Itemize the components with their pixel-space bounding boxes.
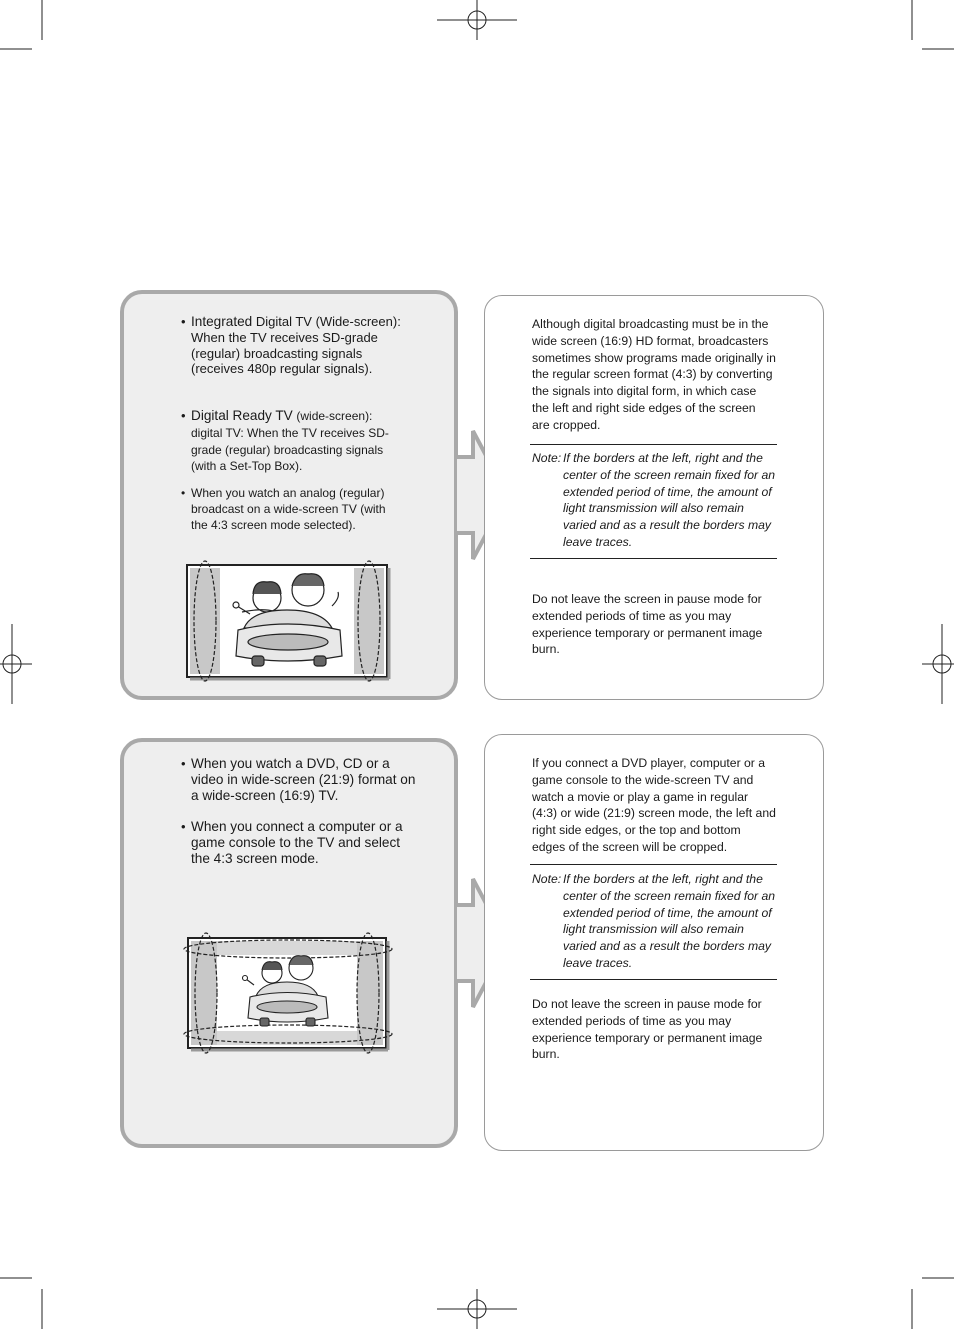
note-text: If the borders at the left, right and the center of the screen remain fixed for an extended period of time, the amount of light transmission will also remain varied and as a result the borders may leave traces. — [563, 872, 776, 970]
divider — [530, 444, 777, 445]
panel1-bullet-1: • Integrated Digital TV (Wide-screen): When the TV receives SD-grade (regular) broadcasting signals (receives 480p regular signals). — [181, 314, 401, 377]
divider — [530, 864, 777, 865]
bullet-text: When you watch an analog (regular) broadcast on a wide-screen TV (with the 4:3 screen mode selected). — [191, 486, 386, 532]
bullet-text: Digital TV (Wide-screen): When the TV receives SD-grade (regular) broadcasting signals (receives 480p regular signals). — [191, 314, 401, 377]
registration-mark-icon — [437, 0, 517, 40]
divider — [530, 979, 777, 980]
bullet-lead: Digital Ready TV — [191, 408, 293, 423]
panel2-note — [532, 871, 777, 972]
panel2-warning: Do not leave the screen in pause mode for extended periods of time as you may experience temporary or permanent image burn. — [532, 997, 763, 1062]
note-text: If the borders at the left, right and the center of the screen remain fixed for an extended period of time, the amount of light transmission will also remain varied and as a result the borders may leave traces. — [563, 451, 776, 549]
registration-mark-icon — [0, 624, 32, 704]
registration-mark-icon — [437, 1289, 517, 1329]
panel1-bullet-2: • Digital Ready TV (wide-screen): digital TV: When the TV receives SD-grade (regular) broadcasting signals (with a Set-Top Box). — [181, 408, 389, 474]
bullet-text: When you connect a computer or a game console to the TV and select the 4:3 screen mode. — [191, 819, 403, 866]
bullet-text: When you watch a DVD, CD or a video in wide-screen (21:9) format on a wide-screen (16:9) TV. — [191, 756, 416, 803]
note-label: Note: — [532, 451, 562, 465]
panel2-explanation: If you connect a DVD player, computer or a game console to the wide-screen TV and watch a movie or play a game in regular (4:3) or wide (21:9) screen mode, the left and right side edges, or the top and bottom edges of the screen will be cropped. — [532, 756, 776, 854]
divider — [530, 558, 777, 559]
panel1-bullet-3: • When you watch an analog (regular) broadcast on a wide-screen TV (with the 4:3 screen mode selected). — [181, 486, 386, 532]
panel1-explanation: Although digital broadcasting must be in the wide screen (16:9) HD format, broadcasters sometimes show programs made originally in the regular screen format (4:3) by converting the signals into digital form, in which case the left and right side edges of the screen are cropped. — [532, 317, 776, 432]
registration-mark-icon — [922, 624, 954, 704]
note-label: Note: — [532, 872, 562, 886]
bullet-lead: Integrated — [191, 314, 253, 329]
tv-screen-couple-car-illustration — [180, 930, 396, 1058]
bullet-paren: (wide-screen): — [296, 409, 373, 423]
panel2-bullet-2: • When you connect a computer or a game console to the TV and select the 4:3 screen mode. — [181, 819, 403, 866]
bullet-text: digital TV: When the TV receives SD-grade (regular) broadcasting signals (with a Set-Top Box). — [191, 425, 389, 474]
panel1-note — [532, 450, 777, 551]
tv-screen-couple-car-illustration — [182, 558, 394, 686]
panel1-warning: Do not leave the screen in pause mode for extended periods of time as you may experience temporary or permanent image burn. — [532, 592, 763, 657]
panel2-bullet-1: • When you watch a DVD, CD or a video in wide-screen (21:9) format on a wide-screen (16:9) TV. — [181, 756, 416, 803]
